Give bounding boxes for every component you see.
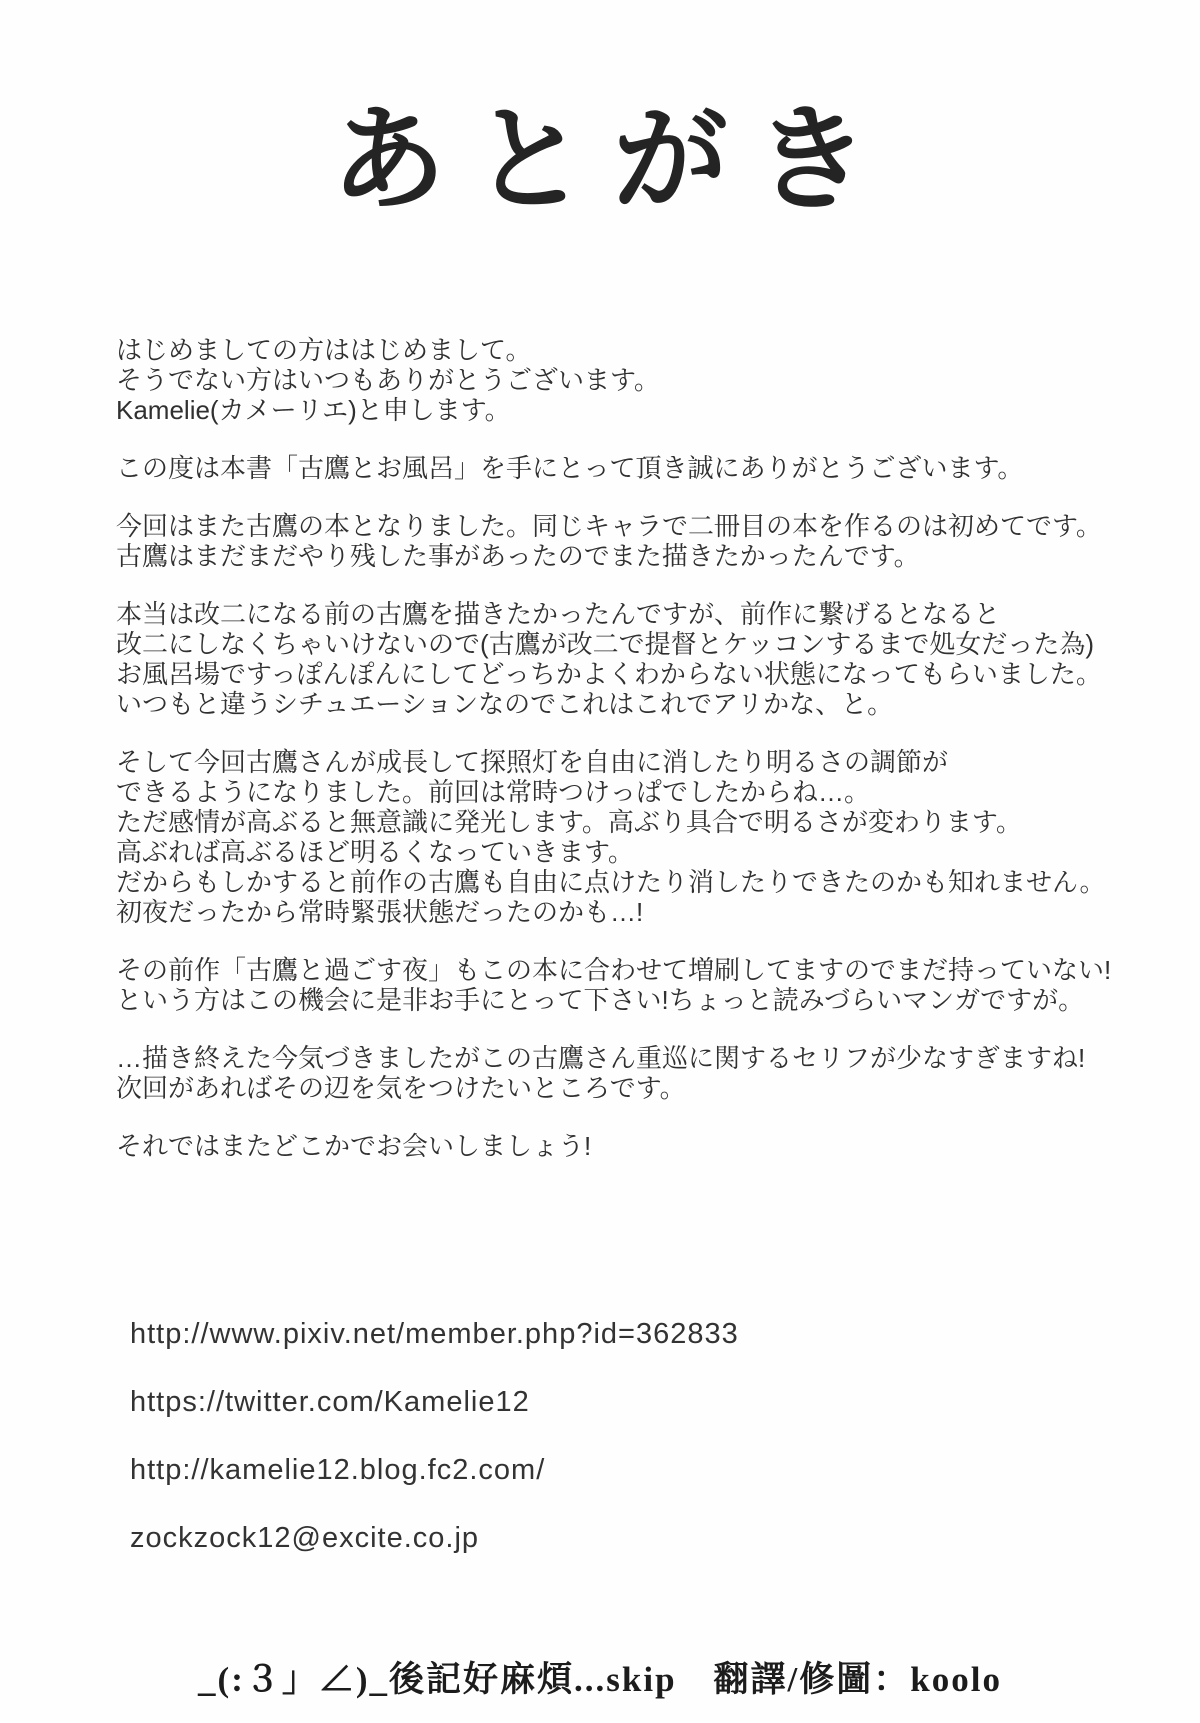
paragraph [116, 1131, 1160, 1161]
text-line: 改二にしなくちゃいけないので(古鷹が改二で提督とケッコンするまで処女だった為) [116, 629, 1095, 659]
translator-credit: _(:３」∠)_後記好麻煩...skip 翻譯/修圖：koolo [198, 1660, 1002, 1699]
page-title: あとがき [330, 96, 895, 224]
contact-link: https://twitter.com/Kamelie12 [130, 1386, 530, 1418]
text-line: はじめましての方ははじめまして。 [116, 335, 532, 365]
text-line: 初夜だったから常時緊張状態だったのかも…! [116, 897, 644, 927]
paragraph [116, 955, 1160, 1015]
text-line: 高ぶれば高ぶるほど明るくなっていきます。 [116, 837, 634, 867]
text-line: 次回があればその辺を気をつけたいところです。 [116, 1073, 686, 1103]
contact-link: zockzock12@excite.co.jp [130, 1522, 480, 1554]
contact-link: http://www.pixiv.net/member.php?id=362833 [130, 1318, 739, 1350]
text-line: …描き終えた今気づきましたがこの古鷹さん重巡に関するセリフが少なすぎますね! [116, 1043, 1086, 1073]
text-line: そうでない方はいつもありがとうございます。 [116, 365, 660, 395]
text-line: 本当は改二になる前の古鷹を描きたかったんですが、前作に繋げるとなると [116, 599, 1001, 629]
paragraph [116, 1043, 1160, 1103]
text-line: そして今回古鷹さんが成長して探照灯を自由に消したり明るさの調節が [116, 747, 949, 777]
text-line: という方はこの機会に是非お手にとって下さい!ちょっと読みづらいマンガですが。 [116, 985, 1085, 1015]
text-line: 古鷹はまだまだやり残した事があったのでまた描きたかったんです。 [116, 541, 920, 571]
contact-list [0, 1189, 1200, 1553]
paragraph [116, 599, 1160, 719]
text-line: それではまたどこかでお会いしましょう! [116, 1131, 592, 1161]
paragraph [116, 335, 1160, 425]
paragraph [116, 511, 1160, 571]
text-line: 今回はまた古鷹の本となりました。同じキャラで二冊目の本を作るのは初めてです。 [116, 511, 1102, 541]
text-line: ただ感情が高ぶると無意識に発光します。高ぶり具合で明るさが変わります。 [116, 807, 1022, 837]
text-line: この度は本書「古鷹とお風呂」を手にとって頂き誠にありがとうございます。 [116, 453, 1024, 483]
text-line: その前作「古鷹と過ごす夜」もこの本に合わせて増刷してますのでまだ持っていない! [116, 955, 1112, 985]
text-line: お風呂場ですっぽんぽんにしてどっちかよくわからない状態になってもらいました。 [116, 659, 1102, 689]
contact-link: http://kamelie12.blog.fc2.com/ [130, 1454, 546, 1486]
text-line: いつもと違うシチュエーションなのでこれはこれでアリかな、と。 [116, 689, 894, 719]
paragraph [116, 453, 1160, 483]
paragraph [116, 747, 1160, 927]
text-line: Kamelie(カメーリエ)と申します。 [116, 395, 511, 425]
text-line: だからもしかすると前作の古鷹も自由に点けたり消したりできたのかも知れません。 [116, 867, 1106, 897]
text-line: できるようになりました。前回は常時つけっぱでしたからね…。 [116, 777, 871, 807]
afterword-body [0, 230, 1200, 1161]
